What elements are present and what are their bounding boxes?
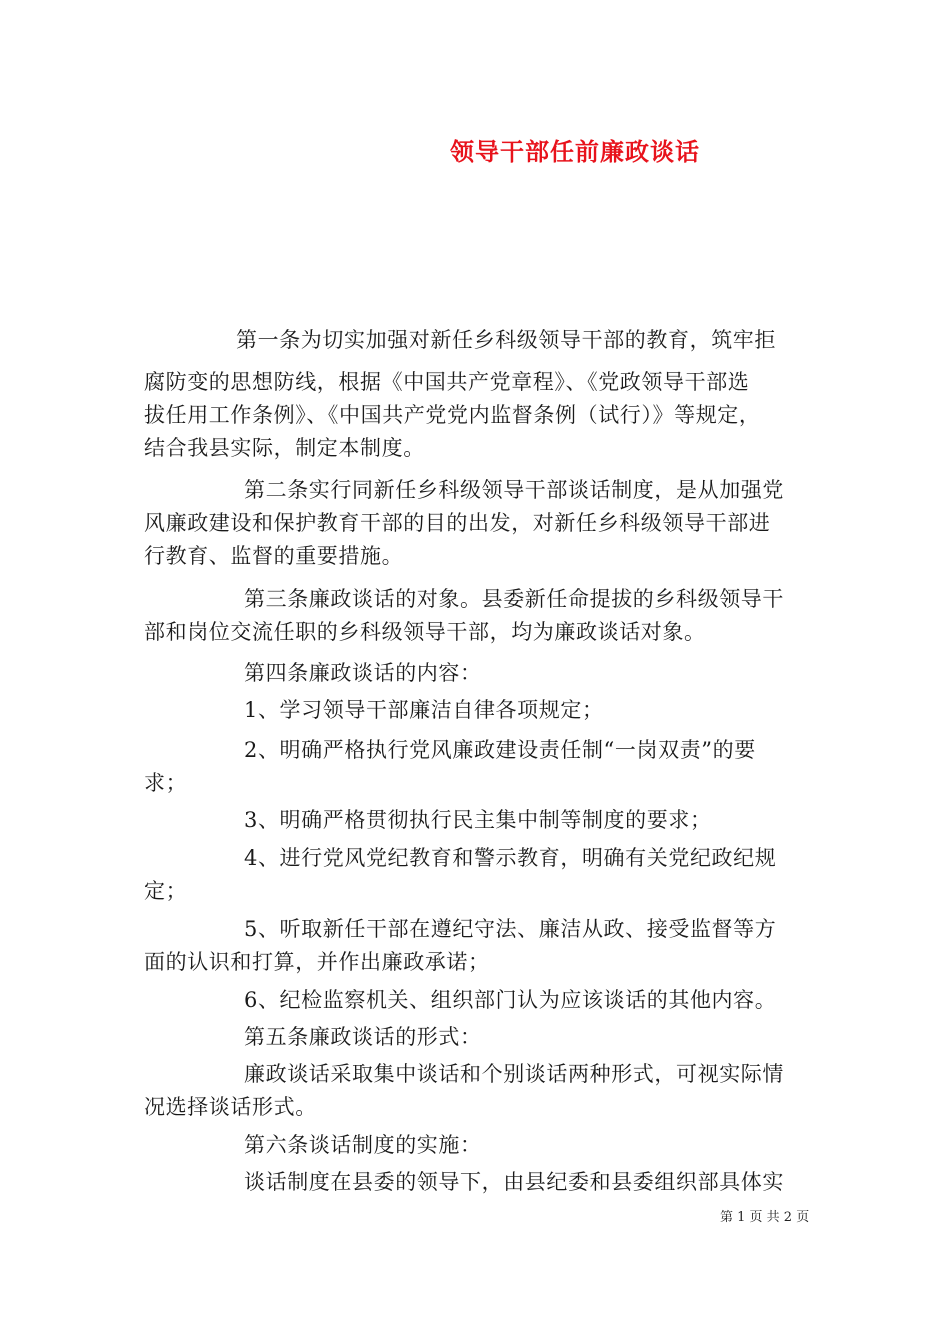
body-line: 廉政谈话采取集中谈话和个别谈话两种形式，可视实际情 — [244, 1062, 784, 1086]
page-number-footer: 第 1 页 共 2 页 — [720, 1210, 810, 1225]
list-item: 1、学习领导干部廉洁自律各项规定； — [244, 698, 604, 722]
list-item: 3、明确严格贯彻执行民主集中制等制度的要求； — [244, 808, 712, 832]
body-line: 况选择谈话形式。 — [144, 1095, 317, 1119]
list-item-continuation: 定； — [144, 879, 188, 903]
body-line: 风廉政建设和保护教育干部的目的出发，对新任乡科级领导干部进 — [144, 511, 771, 535]
document-title: 领导干部任前廉政谈话 — [450, 137, 700, 166]
body-line: 第一条为切实加强对新任乡科级领导干部的教育，筑牢拒 — [236, 328, 776, 352]
body-line: 部和岗位交流任职的乡科级领导干部，均为廉政谈话对象。 — [144, 620, 706, 644]
body-line: 第二条实行同新任乡科级领导干部谈话制度，是从加强党 — [244, 478, 784, 502]
body-line: 拔任用工作条例》、《中国共产党党内监督条例（试行）》等规定， — [144, 403, 761, 427]
body-line: 谈话制度在县委的领导下，由县纪委和县委组织部具体实 — [244, 1170, 784, 1194]
body-line: 行教育、监督的重要措施。 — [144, 544, 404, 568]
list-item-continuation: 求； — [144, 771, 188, 795]
list-item: 6、纪检监察机关、组织部门认为应该谈话的其他内容。 — [244, 988, 777, 1012]
body-line: 第三条廉政谈话的对象。县委新任命提拔的乡科级领导干 — [244, 587, 784, 611]
list-item: 4、进行党风党纪教育和警示教育，明确有关党纪政纪规 — [244, 846, 777, 870]
list-item: 2、明确严格执行党风廉政建设责任制“一岗双责”的要 — [244, 738, 756, 762]
body-line: 第六条谈话制度的实施： — [244, 1133, 482, 1157]
body-line: 第五条廉政谈话的形式： — [244, 1025, 482, 1049]
body-line: 腐防变的思想防线，根据《中国共产党章程》、《党政领导干部选 — [144, 370, 750, 394]
body-line: 结合我县实际，制定本制度。 — [144, 436, 425, 460]
list-item-continuation: 面的认识和打算，并作出廉政承诺； — [144, 950, 490, 974]
list-item: 5、听取新任干部在遵纪守法、廉洁从政、接受监督等方 — [244, 917, 777, 941]
body-line: 第四条廉政谈话的内容： — [244, 661, 482, 685]
